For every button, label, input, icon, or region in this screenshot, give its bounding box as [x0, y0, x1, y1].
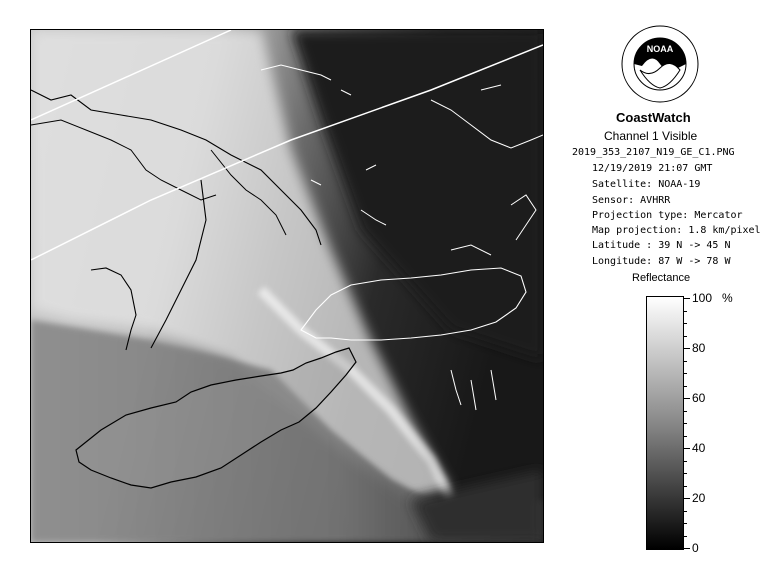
colorbar-minor-tick [684, 311, 687, 312]
colorbar-tick-label: 80 [692, 341, 706, 355]
datetime-label: 12/19/2019 21:07 GMT [592, 163, 713, 174]
colorbar-minor-tick [684, 486, 687, 487]
colorbar-minor-tick [684, 548, 690, 549]
colorbar-minor-tick [684, 386, 687, 387]
colorbar-minor-tick [684, 511, 687, 512]
colorbar-minor-tick [684, 411, 687, 412]
noaa-logo-graphic [620, 24, 700, 104]
colorbar-minor-tick [684, 448, 690, 449]
satellite-label: Satellite: NOAA-19 [592, 179, 701, 190]
colorbar-tick-label: 0 [692, 541, 699, 555]
longitude-label: Longitude: 87 W -> 78 W [592, 256, 731, 267]
sensor-label: Sensor: AVHRR [592, 195, 671, 206]
satellite-image-canvas [31, 30, 543, 542]
colorbar-minor-tick [684, 336, 687, 337]
colorbar-minor-tick [684, 436, 687, 437]
colorbar-minor-tick [684, 473, 687, 474]
colorbar-minor-tick [684, 461, 687, 462]
colorbar-minor-tick [684, 323, 687, 324]
noaa-logo [620, 24, 700, 104]
colorbar-minor-tick [684, 423, 687, 424]
colorbar-minor-tick [684, 398, 690, 399]
colorbar-tick-label: 100 [692, 291, 713, 305]
satellite-image [30, 29, 544, 543]
colorbar-tick-label: 60 [692, 391, 706, 405]
colorbar-tick-label: 40 [692, 441, 706, 455]
colorbar-minor-tick [684, 361, 687, 362]
channel-subtitle: Channel 1 Visible [604, 129, 698, 143]
legend-title: Reflectance [632, 272, 691, 284]
filename-label: 2019_353_2107_N19_GE_C1.PNG [572, 147, 735, 158]
colorbar-minor-tick [684, 373, 687, 374]
colorbar-minor-tick [684, 536, 687, 537]
reflectance-colorbar [646, 296, 684, 550]
colorbar-minor-tick [684, 348, 690, 349]
projection-type-label: Projection type: Mercator [592, 210, 743, 221]
app-title: CoastWatch [616, 110, 691, 125]
map-projection-label: Map projection: 1.8 km/pixel [592, 225, 761, 236]
colorbar-minor-tick [684, 498, 690, 499]
latitude-label: Latitude : 39 N -> 45 N [592, 240, 731, 251]
logo-text: NOAA [646, 44, 674, 54]
colorbar-minor-tick [684, 298, 690, 299]
colorbar-tick-label: 20 [692, 491, 706, 505]
colorbar-minor-tick [684, 523, 687, 524]
legend-unit: % [722, 291, 733, 305]
